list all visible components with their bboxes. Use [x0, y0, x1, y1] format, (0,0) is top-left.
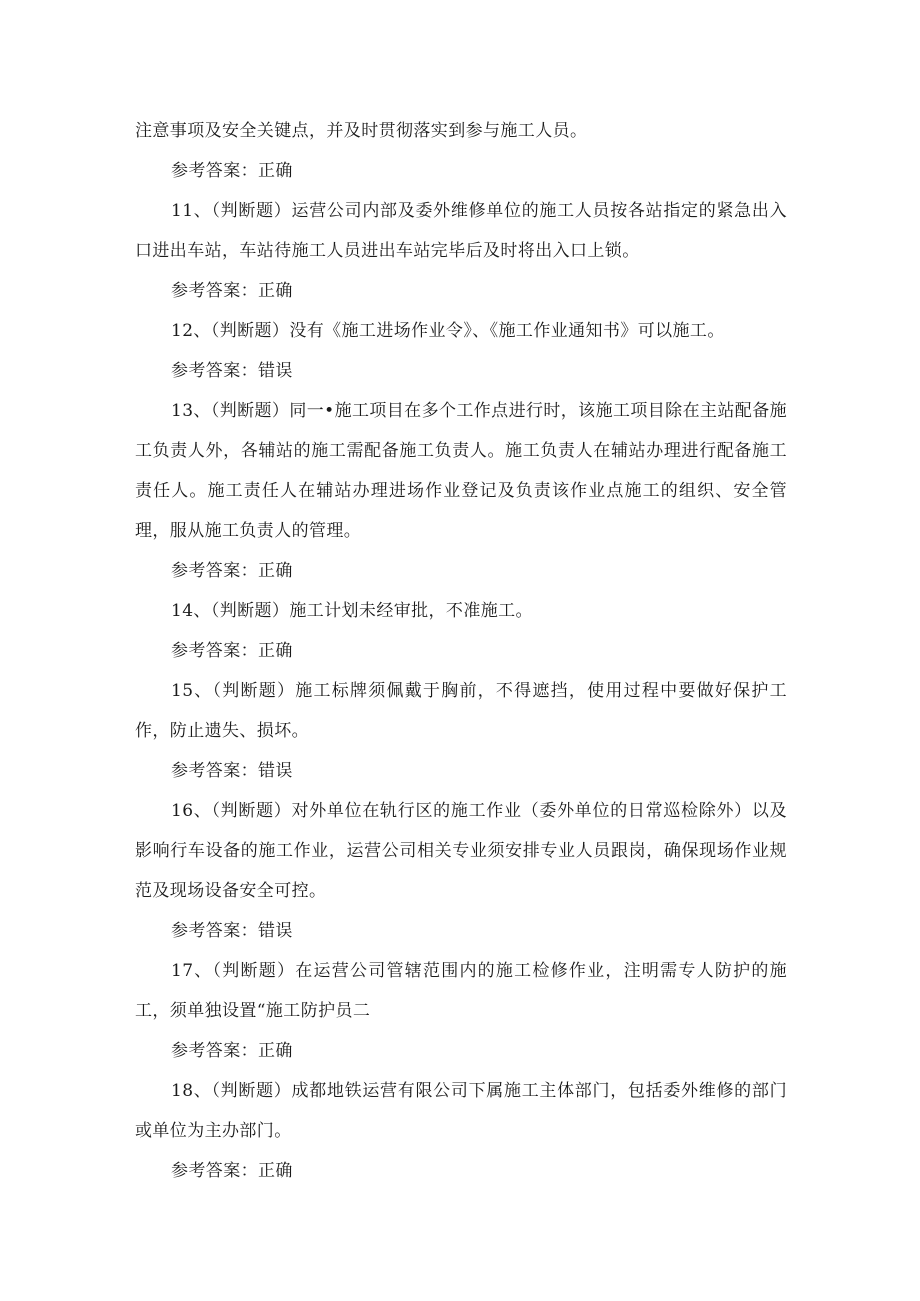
- answer-value: 错误: [258, 921, 293, 941]
- question-13: 13、（判断题）同一•施工项目在多个工作点进行时，该施工项目除在主站配备施工负责人外，各辅站的施工需配备施工负责人。施工负责人在辅站办理进行配备施工责任人。施工责任人在辅站办理进场作业登记及负责该作业点施工的组织、安全管理，服从施工负责人的管理。: [135, 401, 787, 541]
- question-18: 18、（判断题）成都地铁运营有限公司下属施工主体部门，包括委外维修的部门或单位为主办部门。: [135, 1081, 787, 1141]
- document-body: [135, 111, 787, 1191]
- continued-paragraph: 注意事项及安全关键点，并及时贯彻落实到参与施工人员。: [135, 121, 588, 141]
- answer-line: [135, 1151, 787, 1191]
- answer-prefix: 参考答案：: [171, 641, 258, 661]
- answer-prefix: 参考答案：: [171, 1161, 258, 1181]
- answer-line: [135, 751, 787, 791]
- answer-value: 正确: [258, 161, 293, 181]
- question-14: 14、（判断题）施工计划未经审批，不准施工。: [171, 601, 533, 621]
- answer-prefix: 参考答案：: [171, 921, 258, 941]
- answer-prefix: 参考答案：: [171, 761, 258, 781]
- answer-prefix: 参考答案：: [171, 161, 258, 181]
- answer-prefix: 参考答案：: [171, 1041, 258, 1061]
- question-11: 11、（判断题）运营公司内部及委外维修单位的施工人员按各站指定的紧急出入口进出车站，车站待施工人员进出车站完毕后及时将出入口上锁。: [135, 201, 787, 261]
- answer-line: [135, 1031, 787, 1071]
- answer-value: 正确: [258, 641, 293, 661]
- answer-line: [135, 911, 787, 951]
- answer-value: 正确: [258, 281, 293, 301]
- answer-prefix: 参考答案：: [171, 561, 258, 581]
- answer-value: 正确: [258, 1041, 293, 1061]
- question-15: 15、（判断题）施工标牌须佩戴于胸前，不得遮挡，使用过程中要做好保护工作，防止遗失、损坏。: [135, 681, 787, 741]
- answer-value: 错误: [258, 761, 293, 781]
- answer-line: [135, 151, 787, 191]
- answer-prefix: 参考答案：: [171, 361, 258, 381]
- answer-line: [135, 271, 787, 311]
- answer-line: [135, 351, 787, 391]
- answer-line: [135, 631, 787, 671]
- question-12: 12、（判断题）没有《施工进场作业令》、《施工作业通知书》可以施工。: [171, 321, 725, 341]
- answer-value: 错误: [258, 361, 293, 381]
- question-17: 17、（判断题）在运营公司管辖范围内的施工检修作业，注明需专人防护的施工，须单独设置“施工防护员二: [135, 961, 787, 1021]
- answer-line: [135, 551, 787, 591]
- answer-value: 正确: [258, 1161, 293, 1181]
- answer-prefix: 参考答案：: [171, 281, 258, 301]
- answer-value: 正确: [258, 561, 293, 581]
- question-16: 16、（判断题）对外单位在轨行区的施工作业（委外单位的日常巡检除外）以及影响行车设备的施工作业，运营公司相关专业须安排专业人员跟岗，确保现场作业规范及现场设备安全可控。: [135, 801, 787, 901]
